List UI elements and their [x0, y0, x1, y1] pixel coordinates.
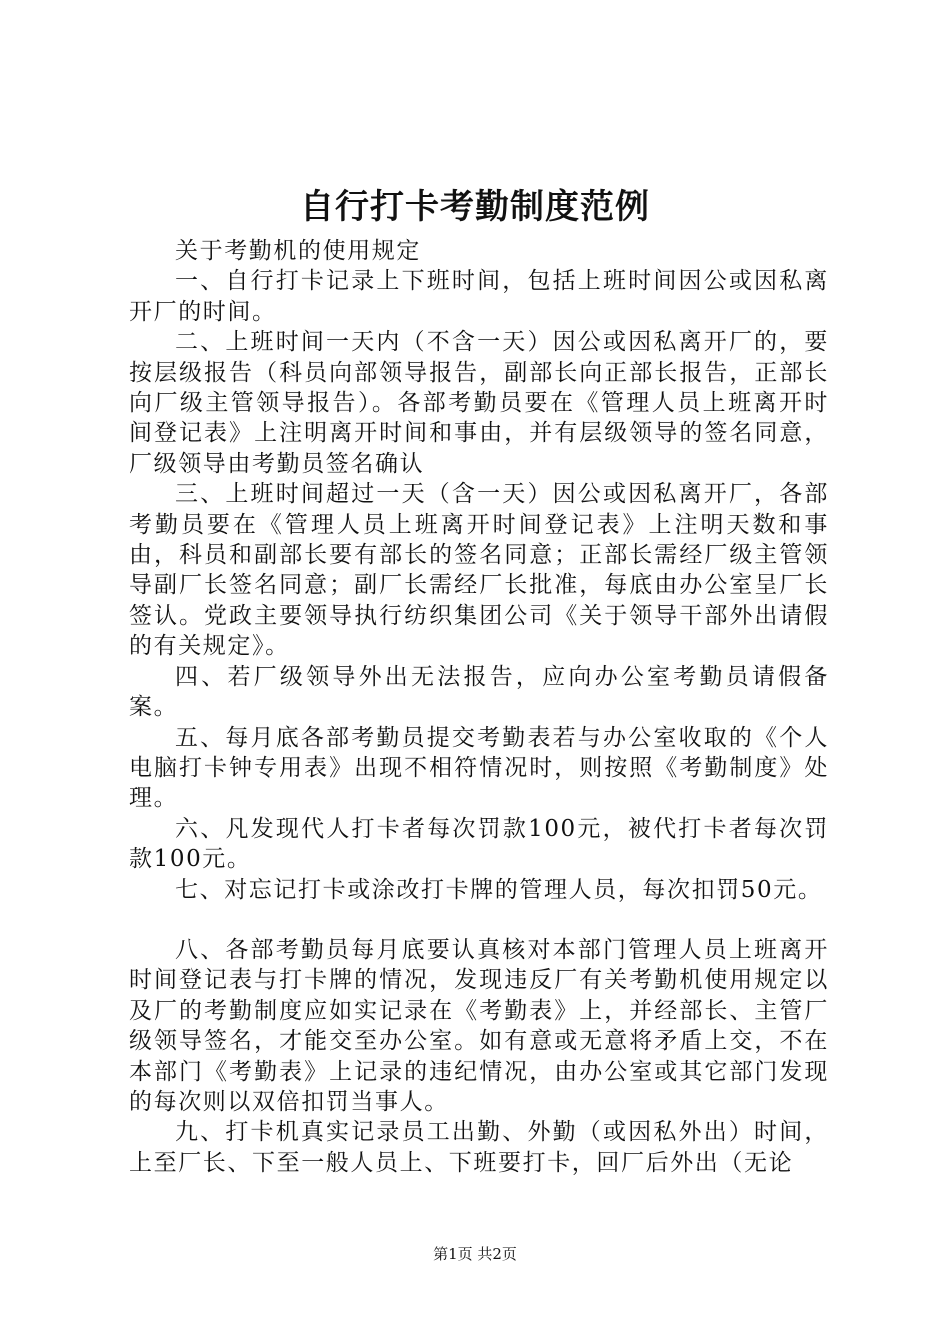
- document-body: [129, 236, 829, 1178]
- document-title: 自行打卡考勤制度范例: [300, 187, 650, 227]
- paragraph-7: 七、对忘记打卡或涂改打卡牌的管理人员，每次扣罚50元。: [175, 876, 823, 903]
- paragraph-6: 六、凡发现代人打卡者每次罚款100元，被代打卡者每次罚款100元。: [129, 815, 829, 873]
- paragraph-heading: 关于考勤机的使用规定: [175, 238, 421, 264]
- paragraph-2: 二、上班时间一天内（不含一天）因公或因私离开厂的，要按层级报告（科员向部领导报告，副部长向正部长报告，正部长向厂级主管领导报告）。各部考勤员要在《管理人员上班离开时间登记表》上注明离开时间和事由，并有层级领导的签名同意，厂级领导由考勤员签名确认: [129, 329, 829, 477]
- paragraph-3: 三、上班时间超过一天（含一天）因公或因私离开厂，各部考勤员要在《管理人员上班离开时间登记表》上注明天数和事由，科员和副部长要有部长的签名同意；正部长需经厂级主管领导副厂长签名同意；副厂长需经厂长批准，每底由办公室呈厂长签认。党政主要领导执行纺织集团公司《关于领导干部外出请假的有关规定》。: [129, 481, 829, 660]
- paragraph-9: 九、打卡机真实记录员工出勤、外勤（或因私外出）时间，上至厂长、下至一般人员上、下班要打卡，回厂后外出（无论: [129, 1119, 829, 1176]
- paragraph-5: 五、每月底各部考勤员提交考勤表若与办公室收取的《个人电脑打卡钟专用表》出现不相符情况时，则按照《考勤制度》处理。: [129, 724, 829, 812]
- paragraph-1: 一、自行打卡记录上下班时间，包括上班时间因公或因私离开厂的时间。: [129, 268, 829, 325]
- paragraph-4: 四、若厂级领导外出无法报告，应向办公室考勤员请假备案。: [129, 663, 829, 721]
- paragraph-8: 八、各部考勤员每月底要认真核对本部门管理人员上班离开时间登记表与打卡牌的情况，发现违反厂有关考勤机使用规定以及厂的考勤制度应如实记录在《考勤表》上，并经部长、主管厂级领导签名，才能交至办公室。如有意或无意将矛盾上交，不在本部门《考勤表》上记录的违纪情况，由办公室或其它部门发现的每次则以双倍扣罚当事人。: [129, 936, 829, 1115]
- page-number-footer: 第1页 共2页: [433, 1245, 517, 1263]
